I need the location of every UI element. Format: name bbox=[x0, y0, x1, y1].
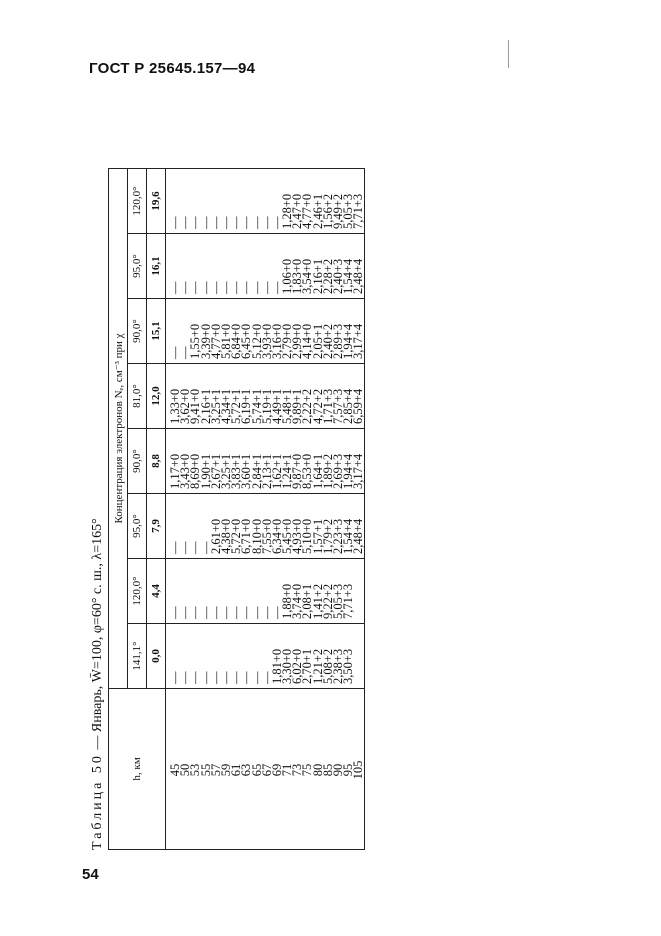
value-cell: 4,77+0 bbox=[300, 193, 315, 229]
value-cell: — bbox=[198, 281, 213, 294]
t-header-4: 12,0 bbox=[147, 364, 166, 429]
value-cell: 2,22+2 bbox=[300, 388, 315, 424]
value-cell: 1,81+0 bbox=[269, 648, 284, 684]
value-cell: 4,49+1 bbox=[269, 388, 284, 424]
values-row bbox=[166, 169, 365, 850]
document-header: ГОСТ Р 25645.157—94 bbox=[89, 60, 256, 77]
value-cell: — bbox=[168, 346, 182, 359]
value-cell: — bbox=[168, 671, 182, 684]
value-cell: — bbox=[178, 346, 193, 359]
value-cell: — bbox=[198, 671, 213, 684]
caption-rest: — Январь, W̄=100, φ=60° с. ш., λ=165° bbox=[90, 518, 105, 754]
value-cell: — bbox=[188, 541, 203, 554]
t-header-5: 15,1 bbox=[147, 299, 166, 364]
value-cell: 1,94+4 bbox=[341, 453, 356, 489]
value-cell: 1,88+0 bbox=[280, 583, 295, 619]
value-cell: — bbox=[249, 281, 264, 294]
height-value: 95 bbox=[341, 763, 356, 777]
chi-header-6: 95,0° bbox=[128, 234, 147, 299]
value-cell: 5,74+1 bbox=[249, 388, 264, 424]
value-cell: 6,59+4 bbox=[351, 388, 366, 424]
chi-header-0: 141,1° bbox=[128, 624, 147, 689]
value-cell: 9,87+0 bbox=[290, 453, 305, 489]
value-cell: 1,94+4 bbox=[341, 323, 356, 359]
value-cell: 9,41+0 bbox=[188, 388, 203, 424]
value-cell: — bbox=[188, 216, 203, 229]
value-cell: — bbox=[259, 281, 274, 294]
value-column-4 bbox=[166, 364, 365, 429]
value-cell: — bbox=[269, 281, 284, 294]
value-cell: — bbox=[188, 671, 203, 684]
value-column-0 bbox=[166, 624, 365, 689]
t-header-1: 4,4 bbox=[147, 559, 166, 624]
height-value: 90 bbox=[331, 763, 345, 777]
value-cell: — bbox=[178, 671, 193, 684]
value-cell: — bbox=[239, 216, 254, 229]
value-cell: — bbox=[178, 541, 193, 554]
value-cell: 5,81+0 bbox=[218, 323, 233, 359]
value-cell: 2,99+0 bbox=[290, 323, 305, 359]
value-cell: — bbox=[249, 606, 264, 619]
height-value: 61 bbox=[229, 763, 244, 777]
caption-prefix: Таблица 50 bbox=[90, 753, 105, 850]
value-cell: — bbox=[208, 281, 223, 294]
value-cell: 3,25+1 bbox=[208, 388, 223, 424]
table-caption bbox=[90, 518, 106, 850]
page-number: 54 bbox=[82, 866, 99, 883]
value-cell: 1,21+2 bbox=[310, 648, 325, 684]
value-cell: 3,16+0 bbox=[269, 323, 284, 359]
value-cell: 4,77+0 bbox=[208, 323, 223, 359]
value-cell: 5,72+1 bbox=[229, 388, 244, 424]
value-cell: 8,69+0 bbox=[188, 453, 203, 489]
value-cell: 5,05+3 bbox=[331, 583, 345, 619]
value-cell: 9,22+2 bbox=[320, 583, 335, 619]
value-cell: 1,57+1 bbox=[310, 518, 325, 554]
value-cell: 1,64+1 bbox=[310, 453, 325, 489]
value-cell: 2,47+0 bbox=[290, 193, 305, 229]
value-cell: 2,85+4 bbox=[341, 388, 356, 424]
value-cell: 8,53+0 bbox=[300, 453, 315, 489]
value-cell: 4,38+0 bbox=[218, 518, 233, 554]
value-column-6 bbox=[166, 234, 365, 299]
height-value: 67 bbox=[259, 763, 274, 777]
value-cell: 5,08+2 bbox=[320, 648, 335, 684]
value-cell: 1,83+0 bbox=[290, 258, 305, 294]
height-value: 73 bbox=[290, 763, 305, 777]
value-cell: — bbox=[208, 216, 223, 229]
value-cell: — bbox=[178, 281, 193, 294]
value-cell: 1,17+0 bbox=[168, 453, 182, 489]
value-cell: 9,49+2 bbox=[331, 193, 345, 229]
value-cell: 5,05+3 bbox=[341, 193, 356, 229]
value-cell: — bbox=[218, 671, 233, 684]
value-cell: 3,60+1 bbox=[239, 453, 254, 489]
value-cell: 2,70+1 bbox=[300, 648, 315, 684]
height-value: 65 bbox=[249, 763, 264, 777]
value-cell: 3,43+0 bbox=[178, 453, 193, 489]
value-cell: 2,16+1 bbox=[310, 258, 325, 294]
chi-header-3: 90,0° bbox=[128, 429, 147, 494]
value-column-7 bbox=[166, 169, 365, 234]
height-column bbox=[166, 689, 365, 850]
value-cell: 3,50+3 bbox=[341, 648, 356, 684]
value-cell: — bbox=[198, 541, 213, 554]
t-header-6: 16,1 bbox=[147, 234, 166, 299]
value-cell: 6,71+0 bbox=[239, 518, 254, 554]
value-cell: — bbox=[188, 606, 203, 619]
value-cell: 1,62+1 bbox=[269, 453, 284, 489]
value-cell: 2,13+1 bbox=[259, 453, 274, 489]
value-cell: 2,40+3 bbox=[331, 258, 345, 294]
value-column-1 bbox=[166, 559, 365, 624]
value-cell: 1,24+1 bbox=[280, 453, 295, 489]
t-header-7: 19,6 bbox=[147, 169, 166, 234]
electron-concentration-table bbox=[108, 168, 365, 850]
value-cell: 2,89+3 bbox=[331, 323, 345, 359]
value-cell: 6,19+1 bbox=[239, 388, 254, 424]
value-cell: — bbox=[178, 606, 193, 619]
value-cell: — bbox=[188, 281, 203, 294]
height-value: 71 bbox=[280, 763, 295, 777]
value-cell: 6,02+0 bbox=[290, 648, 305, 684]
value-cell: — bbox=[229, 606, 244, 619]
value-column-2 bbox=[166, 494, 365, 559]
value-cell: — bbox=[249, 216, 264, 229]
value-cell: 2,38+3 bbox=[331, 648, 345, 684]
value-cell: — bbox=[229, 281, 244, 294]
height-value: 69 bbox=[269, 763, 284, 777]
value-cell: 9,89+1 bbox=[290, 388, 305, 424]
value-cell: 2,40+2 bbox=[320, 323, 335, 359]
value-cell: 1,41+2 bbox=[310, 583, 325, 619]
value-column-5 bbox=[166, 299, 365, 364]
value-cell: 2,67+1 bbox=[208, 453, 223, 489]
rotated-table-area bbox=[90, 100, 520, 850]
chi-header-2: 95,0° bbox=[128, 494, 147, 559]
value-cell: 3,39+0 bbox=[198, 323, 213, 359]
value-cell: — bbox=[239, 606, 254, 619]
value-cell: 2,16+1 bbox=[198, 388, 213, 424]
value-cell: 3,30+0 bbox=[280, 648, 295, 684]
chi-header-7: 120,0° bbox=[128, 169, 147, 234]
value-cell: 4,14+0 bbox=[300, 323, 315, 359]
value-cell: 2,46+1 bbox=[310, 193, 325, 229]
value-cell: — bbox=[218, 606, 233, 619]
height-value: 57 bbox=[208, 763, 223, 777]
height-value: 55 bbox=[198, 763, 213, 777]
value-cell: — bbox=[178, 216, 193, 229]
value-cell: — bbox=[208, 671, 223, 684]
value-cell: 2,28+2 bbox=[320, 258, 335, 294]
value-cell: 2,08+1 bbox=[300, 583, 315, 619]
value-cell: 7,71+3 bbox=[351, 193, 366, 229]
value-cell: — bbox=[168, 606, 182, 619]
value-cell: 4,34+1 bbox=[218, 388, 233, 424]
value-cell: 2,05+1 bbox=[310, 323, 325, 359]
value-cell: 6,34+0 bbox=[269, 518, 284, 554]
value-cell: 7,55+0 bbox=[259, 518, 274, 554]
value-cell: — bbox=[198, 606, 213, 619]
value-cell: 5,19+1 bbox=[259, 388, 274, 424]
value-cell: — bbox=[229, 216, 244, 229]
value-cell: 5,10+0 bbox=[300, 518, 315, 554]
value-cell: 5,12+0 bbox=[249, 323, 264, 359]
scan-artifact-line bbox=[508, 40, 509, 68]
height-value: 53 bbox=[188, 763, 203, 777]
value-cell: 8,10+0 bbox=[249, 518, 264, 554]
value-cell: 1,54+4 bbox=[341, 518, 356, 554]
value-cell: 6,45+0 bbox=[239, 323, 254, 359]
chi-header-4: 81,0° bbox=[128, 364, 147, 429]
value-cell: 3,83+1 bbox=[229, 453, 244, 489]
value-cell: 3,17+4 bbox=[351, 453, 366, 489]
height-value: 50 bbox=[178, 763, 193, 777]
value-cell: 1,33+0 bbox=[168, 388, 182, 424]
row-header: h, км bbox=[109, 689, 166, 850]
chi-header-1: 120,0° bbox=[128, 559, 147, 624]
value-cell: 1,71+3 bbox=[320, 388, 335, 424]
value-cell: — bbox=[208, 606, 223, 619]
value-cell: 3,54+0 bbox=[300, 258, 315, 294]
value-cell: 7,71+3 bbox=[341, 583, 356, 619]
value-cell: — bbox=[168, 281, 182, 294]
value-cell: — bbox=[269, 216, 284, 229]
value-cell: 4,93+0 bbox=[290, 518, 305, 554]
value-cell: — bbox=[168, 541, 182, 554]
value-cell: 3,93+0 bbox=[259, 323, 274, 359]
value-cell: — bbox=[198, 216, 213, 229]
value-cell: 5,45+0 bbox=[280, 518, 295, 554]
group-header: Концентрация электронов Nₑ, см⁻³ при χ bbox=[109, 169, 128, 689]
value-cell: 5,48+1 bbox=[280, 388, 295, 424]
value-cell: 2,23+3 bbox=[331, 518, 345, 554]
t-header-0: 0,0 bbox=[147, 624, 166, 689]
height-value: 63 bbox=[239, 763, 254, 777]
value-cell: — bbox=[218, 281, 233, 294]
value-cell: 7,57+3 bbox=[331, 388, 345, 424]
value-cell: — bbox=[239, 671, 254, 684]
t-header-3: 8,8 bbox=[147, 429, 166, 494]
value-cell: — bbox=[218, 216, 233, 229]
height-value: 59 bbox=[218, 763, 233, 777]
value-cell: 1,55+0 bbox=[188, 323, 203, 359]
value-cell: 6,84+0 bbox=[229, 323, 244, 359]
height-value: 45 bbox=[168, 763, 182, 777]
value-cell: 4,72+2 bbox=[310, 388, 325, 424]
value-cell: — bbox=[229, 671, 244, 684]
value-cell: 2,48+4 bbox=[351, 258, 366, 294]
value-cell: 2,69+3 bbox=[331, 453, 345, 489]
value-cell: 1,79+2 bbox=[320, 518, 335, 554]
value-cell: — bbox=[259, 216, 274, 229]
value-column-3 bbox=[166, 429, 365, 494]
value-cell: 1,54+4 bbox=[341, 258, 356, 294]
value-cell: 2,61+0 bbox=[208, 518, 223, 554]
value-cell: 3,62+0 bbox=[178, 388, 193, 424]
value-cell: — bbox=[168, 216, 182, 229]
t-header-2: 7,9 bbox=[147, 494, 166, 559]
value-cell: — bbox=[269, 606, 284, 619]
height-value: 85 bbox=[320, 763, 335, 777]
value-cell: 3,25+1 bbox=[218, 453, 233, 489]
value-cell: 1,89+2 bbox=[320, 453, 335, 489]
value-cell: 1,90+1 bbox=[198, 453, 213, 489]
height-value: 75 bbox=[300, 763, 315, 777]
value-cell: 1,28+0 bbox=[280, 193, 295, 229]
value-cell: 3,17+4 bbox=[351, 323, 366, 359]
value-cell: 1,06+0 bbox=[280, 258, 295, 294]
value-cell: 2,79+0 bbox=[280, 323, 295, 359]
height-value: 80 bbox=[310, 763, 325, 777]
value-cell: — bbox=[249, 671, 264, 684]
height-value: 105 bbox=[351, 760, 366, 780]
value-cell: 2,84+1 bbox=[249, 453, 264, 489]
value-cell: 5,72+0 bbox=[229, 518, 244, 554]
value-cell: 2,48+4 bbox=[351, 518, 366, 554]
value-cell: 1,56+2 bbox=[320, 193, 335, 229]
value-cell: — bbox=[239, 281, 254, 294]
value-cell: — bbox=[259, 671, 274, 684]
chi-header-5: 90,0° bbox=[128, 299, 147, 364]
value-cell: — bbox=[259, 606, 274, 619]
value-cell: 3,74+0 bbox=[290, 583, 305, 619]
